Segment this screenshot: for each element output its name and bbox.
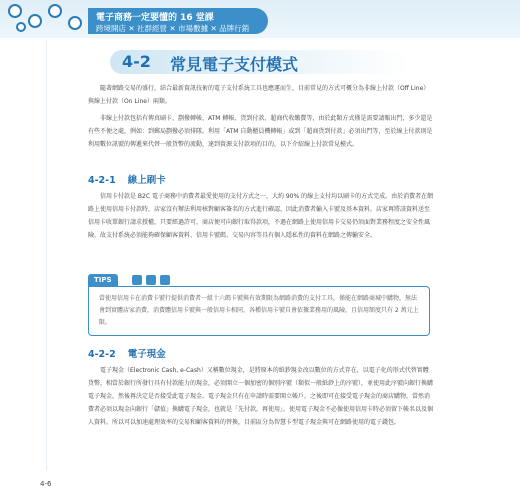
tips-text: 當使用信用卡在消費卡號行提供消費者一組十六碼卡號與有效期限為網路消費的支付工具，僅能在網路商城中購物，無法會到實體店家消費，消費體信用卡號與一般信用卡相同，各種信用卡號自會依據業務用的風險，且信用額度只有 2 萬元上限。 — [99, 295, 419, 326]
chapter-title: 常見電子支付模式 — [170, 55, 299, 74]
header-decoration-icon — [4, 2, 88, 36]
book-subtitle: 跨境開店 ✕ 社群經營 ✕ 市場數據 ✕ 品牌行銷 — [96, 24, 250, 33]
section-heading-credit-card — [88, 172, 166, 186]
book-title: 電子商務一定要懂的 16 堂課 — [96, 13, 214, 23]
page-header — [0, 0, 520, 40]
section-heading-e-cash — [88, 346, 166, 360]
tips-icon — [160, 275, 170, 285]
tips-icon — [132, 275, 142, 285]
tips-content-frame — [88, 286, 430, 336]
paragraph-e-cash: 電子現金（Electronic Cash, e-Cash）又稱數位現金，是將原本的紙鈔現金改以數位的方式存在，以電子化的形式代替實體貨幣，相當於銀行所發行具有付款能力的現金，必須開立一個加密的個別序號（類似一般紙鈔上的序號），並使用此序號向銀行換購電子現金，然後再決定是否接受此電子現金。電子現金只有在申請時需要開立帳戶，之後即可在接受電子現金的商店購物，當然消費者必須以現金向銀行「儲值」換購電子現金，也就是「先付款，再使用」，使用電子現金不必像使用信用卡時必須留下帳名以及個人資料，所以可以加速處理效率的交易和顧客資料的替換，目前區分為智慧卡型電子現金與可在網路使用的電子錢包。 — [88, 367, 434, 426]
tips-box — [88, 274, 430, 338]
section-number: 4-2-2 — [88, 349, 116, 360]
margin-line — [46, 40, 47, 470]
section-number: 4-2-1 — [88, 175, 116, 186]
chapter-number: 4-2 — [122, 52, 151, 71]
chapter-heading — [110, 50, 410, 76]
paragraph-credit-card: 信用卡付款是 B2C 電子商務中消費者最愛使用的支付方式之一，大約 90% 的線上支付均以刷卡的方式完成。由於消費者在網路上使用信用卡付款時，店家沒有辦法利用核對顧客簽名的方式進行確認，因此消費者輸入卡號及基本資料，店家再將該資料送至信用卡收單銀行請求授權，只要經過許可，商店便可向銀行取得款項，不過在網路上使用信用卡交易仍須面對業務程度之安全性風險，故支付系統必須能夠確保顧客資料、信用卡號碼、交易內容等具有個人隱私性的資料在網路之傳輸安全。 — [88, 193, 434, 239]
tips-icon — [146, 275, 156, 285]
section-title: 電子現金 — [127, 349, 166, 360]
paragraph-intro: 隨著網路交易的盛行，結合最新資訊技術的電子支付系統工具也應運而生，目前常見的方式可概分為非線上付款（Off Line）與線上付款（On Line）兩類。 — [88, 85, 430, 105]
section-title: 線上刷卡 — [127, 175, 166, 186]
page-number: 4-6 — [40, 480, 52, 488]
tips-label: TIPS — [88, 274, 118, 286]
paragraph-offline-payment: 非線上付款包括有傳真刷卡、劃撥轉帳、ATM 轉帳、貨到付款、超商代收繳費等，由於此類方式僅是需要請賬出門，多少還是有些不便之處，例如：到郵局劃撥必須排隊。利用「ATM 自動櫃員機轉帳」或到「超商貨到付款」必須出門等，至於線上付款則是利用數位訊號的傳遞來代替一般貨幣的流動，達到資源支付款項的目的，以下介紹線上付款常見模式。 — [88, 115, 433, 148]
